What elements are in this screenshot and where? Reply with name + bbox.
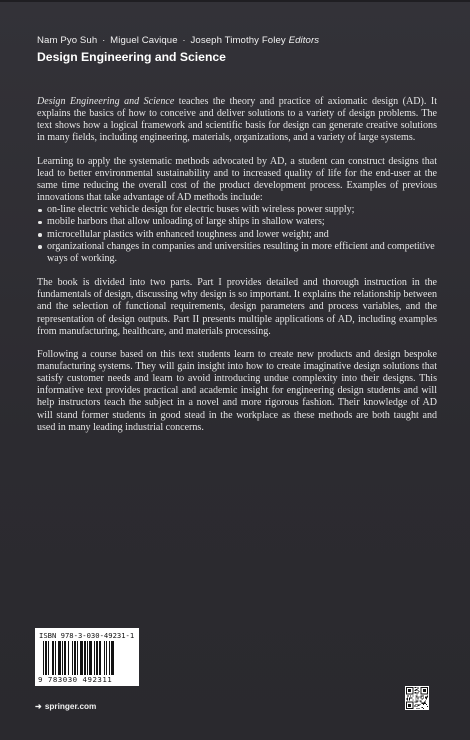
list-item: mobile harbors that allow unloading of large ships in shallow waters; — [37, 216, 437, 228]
isbn-text: ISBN 978-3-030-49231-1 — [39, 631, 135, 640]
barcode-number: 9 783030 492311 — [38, 675, 113, 684]
paragraph — [37, 96, 437, 145]
blurb-text — [37, 96, 437, 445]
editors-role: Editors — [288, 35, 320, 46]
innovations-list — [37, 204, 437, 265]
list-item: microcellular plastics with enhanced toughness and lower weight; and — [37, 229, 437, 241]
editor-name: Nam Pyo Suh — [37, 35, 98, 46]
barcode-label — [35, 628, 139, 686]
paragraph: The book is divided into two parts. Part I provides detailed and thorough instruction in the fundamentals of design, discussing why design is so important. It explains the relationship between and the selection of functional requirements, design parameters and process variables, and the representation of design outputs. Part II presents multiple applications of AD, including examples from manufacturing, healthcare, and materials processing. — [37, 277, 437, 337]
book-title: Design Engineering and Science — [37, 50, 226, 64]
list-item: organizational changes in companies and universities resulting in more efficient and competitive ways of working. — [37, 241, 437, 265]
editor-name: Miguel Cavique — [110, 35, 178, 46]
publisher-website[interactable] — [35, 701, 96, 711]
top-edge — [0, 0, 470, 2]
qr-code-icon — [405, 686, 429, 710]
arrow-right-icon: ➜ — [35, 702, 42, 711]
website-link[interactable]: springer.com — [44, 702, 97, 711]
barcode-icon — [43, 641, 135, 675]
separator: · — [102, 35, 106, 46]
editor-name: Joseph Timothy Foley — [190, 35, 286, 46]
list-item: on-line electric vehicle design for electric buses with wireless power supply; — [37, 204, 437, 216]
paragraph: Following a course based on this text students learn to create new products and design bespoke manufacturing systems. They will gain insight into how to create imaginative design solutions that satisfy customer needs and learn to avoid introducing undue complexity into their designs. This informative text provides practical and academic insight for engineering design students and will help instructors teach the subject in a novel and more rigorous fashion. Their knowledge of AD will stand former students in good stead in the workplace as these methods are both taught and used in many leading industrial concerns. — [37, 348, 437, 433]
book-title-inline: Design Engineering and Science — [37, 96, 175, 107]
editors-line — [37, 35, 319, 46]
paragraph-text: teaches the theory and practice of axiomatic design (AD). It explains the basics of how to conceive and deliver solutions to a variety of design problems. The text shows how a logical framework and scientific basis for design can generate creative solutions in many fields, including engineering, materials, organizations, and a variety of large systems. — [37, 96, 437, 144]
separator: · — [182, 35, 186, 46]
paragraph: Learning to apply the systematic methods advocated by AD, a student can construct designs that lead to better environmental sustainability and to increased quality of life for the end-user at the same time reducing the overall cost of the product development process. Examples of previous innovations that take advantage of AD methods include: — [37, 155, 437, 204]
